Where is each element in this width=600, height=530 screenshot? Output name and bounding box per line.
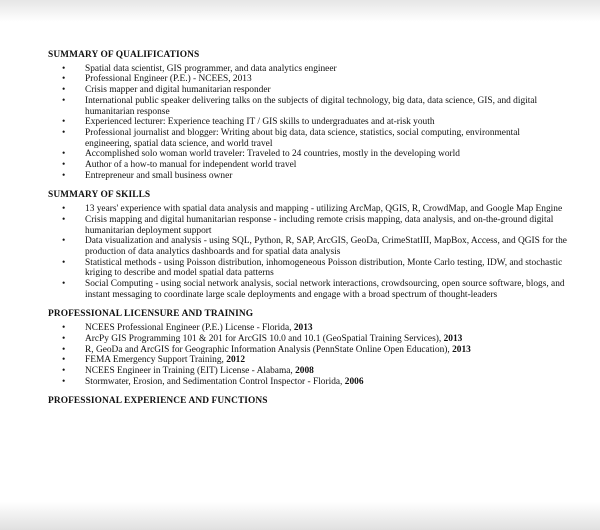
list-item [48, 323, 568, 334]
section-heading: PROFESSIONAL LICENSURE AND TRAINING [48, 309, 254, 320]
bullet-icon: • [62, 279, 66, 290]
bullet-icon: • [62, 127, 66, 138]
section-summary-of-skills [48, 190, 568, 300]
list-item [48, 258, 568, 279]
training-year: 2006 [344, 376, 364, 387]
list-item [48, 128, 568, 149]
list-item-text: Spatial data scientist, GIS programmer, and data analytics engineer [85, 63, 337, 74]
list-item-text: Social Computing - using social network analysis, social network interactions, crowdsourcing, open source software, blogs, and instant messaging to coordinate large scale deployments and engage with a broad spectrum of thought-leaders [85, 279, 565, 300]
training-year: 2013 [452, 344, 471, 355]
list-item [48, 377, 568, 388]
section-professional-licensure-and-training [48, 309, 568, 387]
list-item-text [85, 366, 314, 376]
bullet-icon: • [62, 376, 66, 387]
list-item-text [85, 377, 364, 387]
list-item-text: Author of a how-to manual for independent world travel [85, 160, 297, 171]
list-item-text: International public speaker delivering talks on the subjects of digital technology, big data, data science, GIS, and digital humanitarian response [85, 95, 538, 117]
list-item [48, 204, 568, 215]
bullet-icon: • [62, 236, 66, 247]
list-item [48, 236, 568, 257]
list-item-text: Data visualization and analysis - using SQL, Python, R, SAP, ArcGIS, GeoDa, CrimeStatIII, MapBox, Access, and QGIS for the production of data analytics dashboards and for spatial data analysis [85, 236, 567, 257]
bullet-icon: • [62, 365, 66, 376]
bullet-icon: • [62, 333, 66, 344]
bullet-list [48, 323, 568, 387]
list-item [48, 64, 568, 75]
list-item [48, 366, 568, 377]
list-item-text: Crisis mapper and digital humanitarian responder [85, 85, 271, 96]
section-heading: SUMMARY OF SKILLS [48, 190, 151, 201]
section-professional-experience-and-functions [48, 396, 568, 407]
training-name: Stormwater, Erosion, and Sedimentation Control Inspector - Florida, [85, 376, 345, 387]
bullet-icon: • [62, 63, 66, 74]
list-item [48, 160, 568, 171]
section-heading: PROFESSIONAL EXPERIENCE AND FUNCTIONS [48, 396, 268, 407]
bullet-icon: • [62, 257, 66, 268]
bullet-icon: • [62, 160, 66, 171]
section-heading: SUMMARY OF QUALIFICATIONS [48, 50, 200, 60]
bullet-icon: • [62, 95, 66, 106]
bullet-icon: • [62, 355, 66, 366]
list-item-text [85, 323, 313, 333]
bullet-icon: • [62, 204, 66, 215]
bullet-icon: • [62, 117, 66, 128]
list-item-text: Professional journalist and blogger: Writing about big data, data science, statistics, social computing, environmental engineering, spatial data science, and world travel [85, 127, 521, 149]
training-year: 2008 [295, 365, 314, 376]
section-summary-of-qualifications [48, 50, 568, 181]
training-name: ArcPy GIS Programming 101 & 201 for ArcGIS 10.0 and 10.1 (GeoSpatial Training Services), [85, 333, 444, 344]
list-item-text [85, 334, 462, 344]
bullet-icon: • [62, 85, 66, 96]
training-year: 2013 [293, 323, 313, 334]
training-name: R, GeoDa and ArcGIS for Geographic Information Analysis (PennState Online Open Education), [85, 344, 453, 355]
training-name: FEMA Emergency Support Training, [85, 355, 227, 366]
bullet-icon: • [62, 74, 66, 85]
bullet-list [48, 204, 568, 300]
page-bottom-shadow [0, 502, 600, 530]
bullet-icon: • [62, 170, 66, 181]
list-item [48, 74, 568, 85]
training-name: NCEES Professional Engineer (P.E.) License - Florida, [85, 323, 294, 334]
list-item [48, 171, 568, 182]
list-item [48, 279, 568, 300]
bullet-icon: • [62, 214, 66, 225]
training-year: 2012 [226, 355, 245, 366]
training-name: NCEES Engineer in Training (EIT) License - Alabama, [85, 365, 296, 376]
list-item [48, 117, 568, 128]
bullet-list [48, 64, 568, 182]
list-item [48, 355, 568, 366]
list-item-text: Statistical methods - using Poisson distribution, inhomogeneous Poisson distribution, Monte Carlo testing, IDW, and stochastic kriging to describe and model spatial data patterns [85, 257, 563, 279]
list-item [48, 85, 568, 96]
resume-page [48, 50, 568, 410]
list-item-text: Crisis mapping and digital humanitarian response - including remote crisis mapping, data analysis, and on-the-ground digital humanitarian deployment support [85, 214, 554, 236]
list-item-text: Entrepreneur and small business owner [85, 170, 233, 181]
list-item [48, 149, 568, 160]
list-item-text: Professional Engineer (P.E.) - NCEES, 2013 [85, 74, 252, 85]
list-item [48, 334, 568, 345]
page-top-shadow [0, 0, 600, 22]
list-item-text [85, 355, 245, 365]
list-item-text: 13 years' experience with spatial data analysis and mapping - utilizing ArcMap, QGIS, R, CrowdMap, and Google Map Engine [85, 204, 563, 215]
list-item [48, 215, 568, 236]
list-item [48, 96, 568, 117]
list-item-text [85, 345, 471, 355]
list-item [48, 345, 568, 356]
training-year: 2013 [443, 333, 463, 344]
list-item-text: Accomplished solo woman world traveler: Traveled to 24 countries, mostly in the developing world [85, 149, 460, 160]
bullet-icon: • [62, 149, 66, 160]
bullet-icon: • [62, 323, 66, 334]
list-item-text: Experienced lecturer: Experience teaching IT / GIS skills to undergraduates and at-risk youth [85, 117, 435, 128]
bullet-icon: • [62, 344, 66, 355]
